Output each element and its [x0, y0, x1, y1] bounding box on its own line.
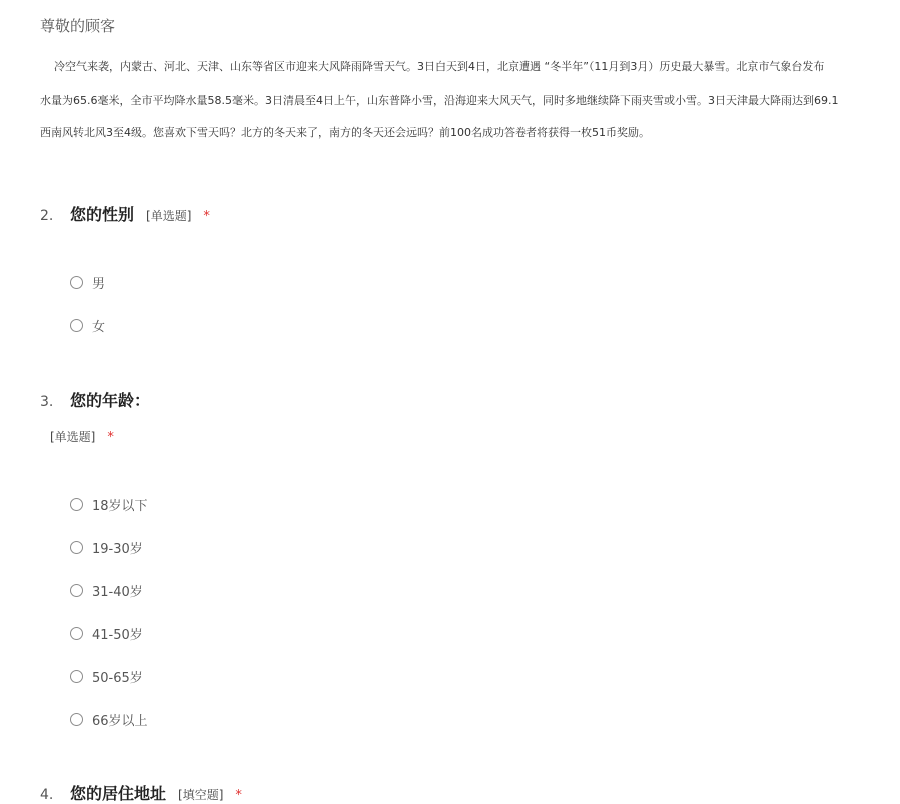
option-age-over-66[interactable] [70, 709, 148, 729]
question-number: 4. [40, 787, 54, 803]
required-marker: * [235, 788, 242, 803]
question-title: 您的性别 [70, 205, 135, 224]
radio-unchecked-icon[interactable] [70, 276, 83, 289]
radio-unchecked-icon[interactable] [70, 584, 83, 597]
option-gender-male[interactable] [70, 272, 105, 292]
option-label: 男 [92, 276, 106, 292]
question-age-header [40, 388, 150, 411]
question-title: 您的居住地址 [70, 784, 167, 803]
option-label: 41-50岁 [92, 627, 143, 643]
option-age-31-40[interactable] [70, 580, 143, 600]
option-label: 19-30岁 [92, 541, 143, 557]
question-address-header [40, 781, 242, 804]
question-gender-header [40, 202, 210, 225]
option-label: 18岁以下 [92, 498, 148, 514]
intro-line-3: 西南风转北风3至4级。您喜欢下雪天吗？北方的冬天来了，南方的冬天还会远吗？前100名成功答卷者将获得一枚51币奖励。 [40, 126, 650, 139]
required-marker: * [107, 430, 114, 445]
question-title: 您的年龄： [70, 391, 151, 410]
question-type-label: [填空题] [178, 788, 224, 802]
intro-line-1: 冷空气来袭，内蒙古、河北、天津、山东等省区市迎来大风降雨降雪天气。3日白天到4日，北京遭遇 “冬半年”（11月到3月）历史最大暴雪。北京市气象台发布 [54, 60, 825, 73]
option-age-under-18[interactable] [70, 494, 148, 514]
option-age-19-30[interactable] [70, 537, 143, 557]
radio-unchecked-icon[interactable] [70, 319, 83, 332]
option-label: 66岁以上 [92, 713, 148, 729]
survey-greeting: 尊敬的顾客 [40, 17, 116, 35]
radio-unchecked-icon[interactable] [70, 498, 83, 511]
question-age-type [50, 426, 114, 445]
radio-unchecked-icon[interactable] [70, 541, 83, 554]
option-label: 50-65岁 [92, 670, 143, 686]
option-age-50-65[interactable] [70, 666, 143, 686]
required-marker: * [203, 209, 210, 224]
option-label: 31-40岁 [92, 584, 143, 600]
radio-unchecked-icon[interactable] [70, 713, 83, 726]
intro-line-2: 水量为65.6毫米，全市平均降水量58.5毫米。3日清晨至4日上午，山东普降小雪，沿海迎来大风天气，同时多地继续降下雨夹雪或小雪。3日天津最大降雨达到69.1 [40, 94, 839, 107]
option-age-41-50[interactable] [70, 623, 143, 643]
question-type-label: [单选题] [146, 209, 192, 223]
question-number: 3. [40, 394, 54, 410]
radio-unchecked-icon[interactable] [70, 670, 83, 683]
option-label: 女 [92, 319, 106, 335]
question-type-label: [单选题] [50, 430, 96, 444]
radio-unchecked-icon[interactable] [70, 627, 83, 640]
option-gender-female[interactable] [70, 315, 105, 335]
question-number: 2. [40, 208, 54, 224]
